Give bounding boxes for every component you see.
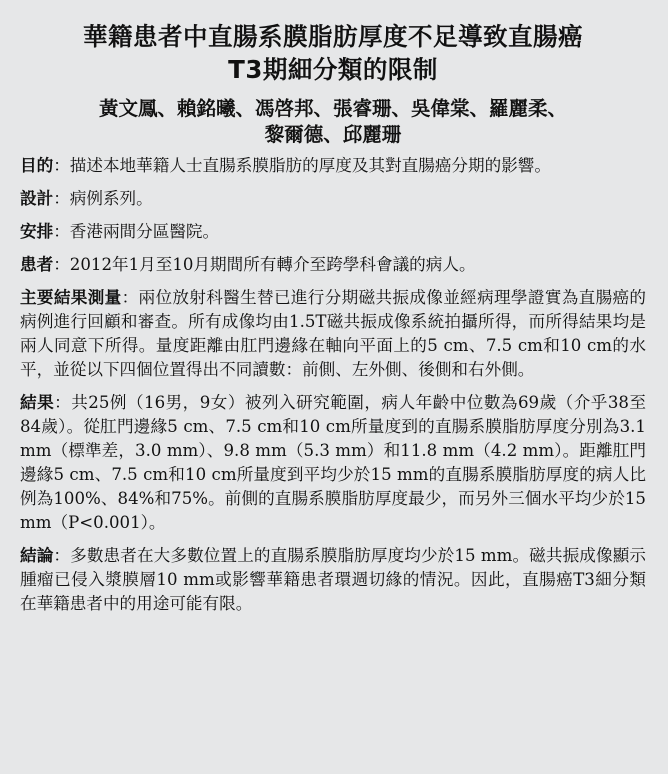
title-line-2: T3期細分類的限制 <box>228 55 438 84</box>
section-text: 多數患者在大多數位置上的直腸系膜脂肪厚度均少於15 mm。磁共振成像顯示腫瘤已侵入漿膜層10 mm或影響華籍患者環週切緣的情況。因此，直腸癌T3細分類在華籍患者中的用途可能有限。 <box>20 546 647 613</box>
section-main-outcome-measures <box>20 286 646 382</box>
section-results <box>20 391 646 535</box>
section-separator: ： <box>53 156 70 175</box>
section-separator: ： <box>53 546 71 565</box>
section-label: 結論 <box>20 546 54 565</box>
section-separator: ： <box>53 189 70 208</box>
section-text: 香港兩間分區醫院。 <box>69 222 220 241</box>
section-label: 目的 <box>20 156 54 175</box>
section-label: 結果 <box>20 393 55 412</box>
section-text: 2012年1月至10月期間所有轉介至跨學科會議的病人。 <box>69 255 476 274</box>
authors-line-2: 黎爾德、邱麗珊 <box>264 123 402 146</box>
section-separator: ： <box>53 255 70 274</box>
section-text: 病例系列。 <box>69 189 153 208</box>
section-label: 安排 <box>20 222 54 241</box>
section-separator: ： <box>54 393 72 412</box>
article-title <box>20 20 646 86</box>
section-conclusions <box>20 544 646 616</box>
section-text: 共25例（16男，9女）被列入研究範圍，病人年齡中位數為69歲（介乎38至84歲）。從肛門邊緣5 cm、7.5 cm和10 cm所量度到的直腸系膜脂肪厚度分別為3.1 mm（標準差，3.0 mm）、9.8 mm（5.3 mm）和11.8 mm（4.2 mm）。距離肛門邊緣5 cm、7.5 cm和10 cm所量度到平均少於15 mm的直腸系膜脂肪厚度的病人比例為100%、84%和75%。前側的直腸系膜脂肪厚度最少，而另外三個水平均少於15 mm（P<0.001）。 <box>20 393 647 532</box>
title-line-1: 華籍患者中直腸系膜脂肪厚度不足導致直腸癌 <box>83 22 583 51</box>
section-text: 描述本地華籍人士直腸系膜脂肪的厚度及其對直腸癌分期的影響。 <box>69 156 551 175</box>
section-patients <box>20 253 646 277</box>
author-list <box>20 96 646 148</box>
section-text: 兩位放射科醫生替已進行分期磁共振成像並經病理學證實為直腸癌的病例進行回顧和審查。所有成像均由1.5T磁共振成像系統拍攝所得，而所得結果均是兩人同意下所得。量度距離由肛門邊緣在軸向平面上的5 cm、7.5 cm和10 cm的水平，並從以下四個位置得出不同讀數：前側、左外側、後側和右外側。 <box>20 288 647 379</box>
section-setting <box>20 220 646 244</box>
section-design <box>20 187 646 211</box>
section-label: 主要結果測量 <box>20 288 122 307</box>
section-label: 設計 <box>20 189 54 208</box>
section-separator: ： <box>53 222 70 241</box>
section-separator: ： <box>121 288 139 307</box>
authors-line-1: 黃文鳳、賴銘曦、馮啓邦、張睿珊、吳偉棠、羅麗柔、 <box>98 97 567 120</box>
section-objective <box>20 154 646 178</box>
section-label: 患者 <box>20 255 54 274</box>
